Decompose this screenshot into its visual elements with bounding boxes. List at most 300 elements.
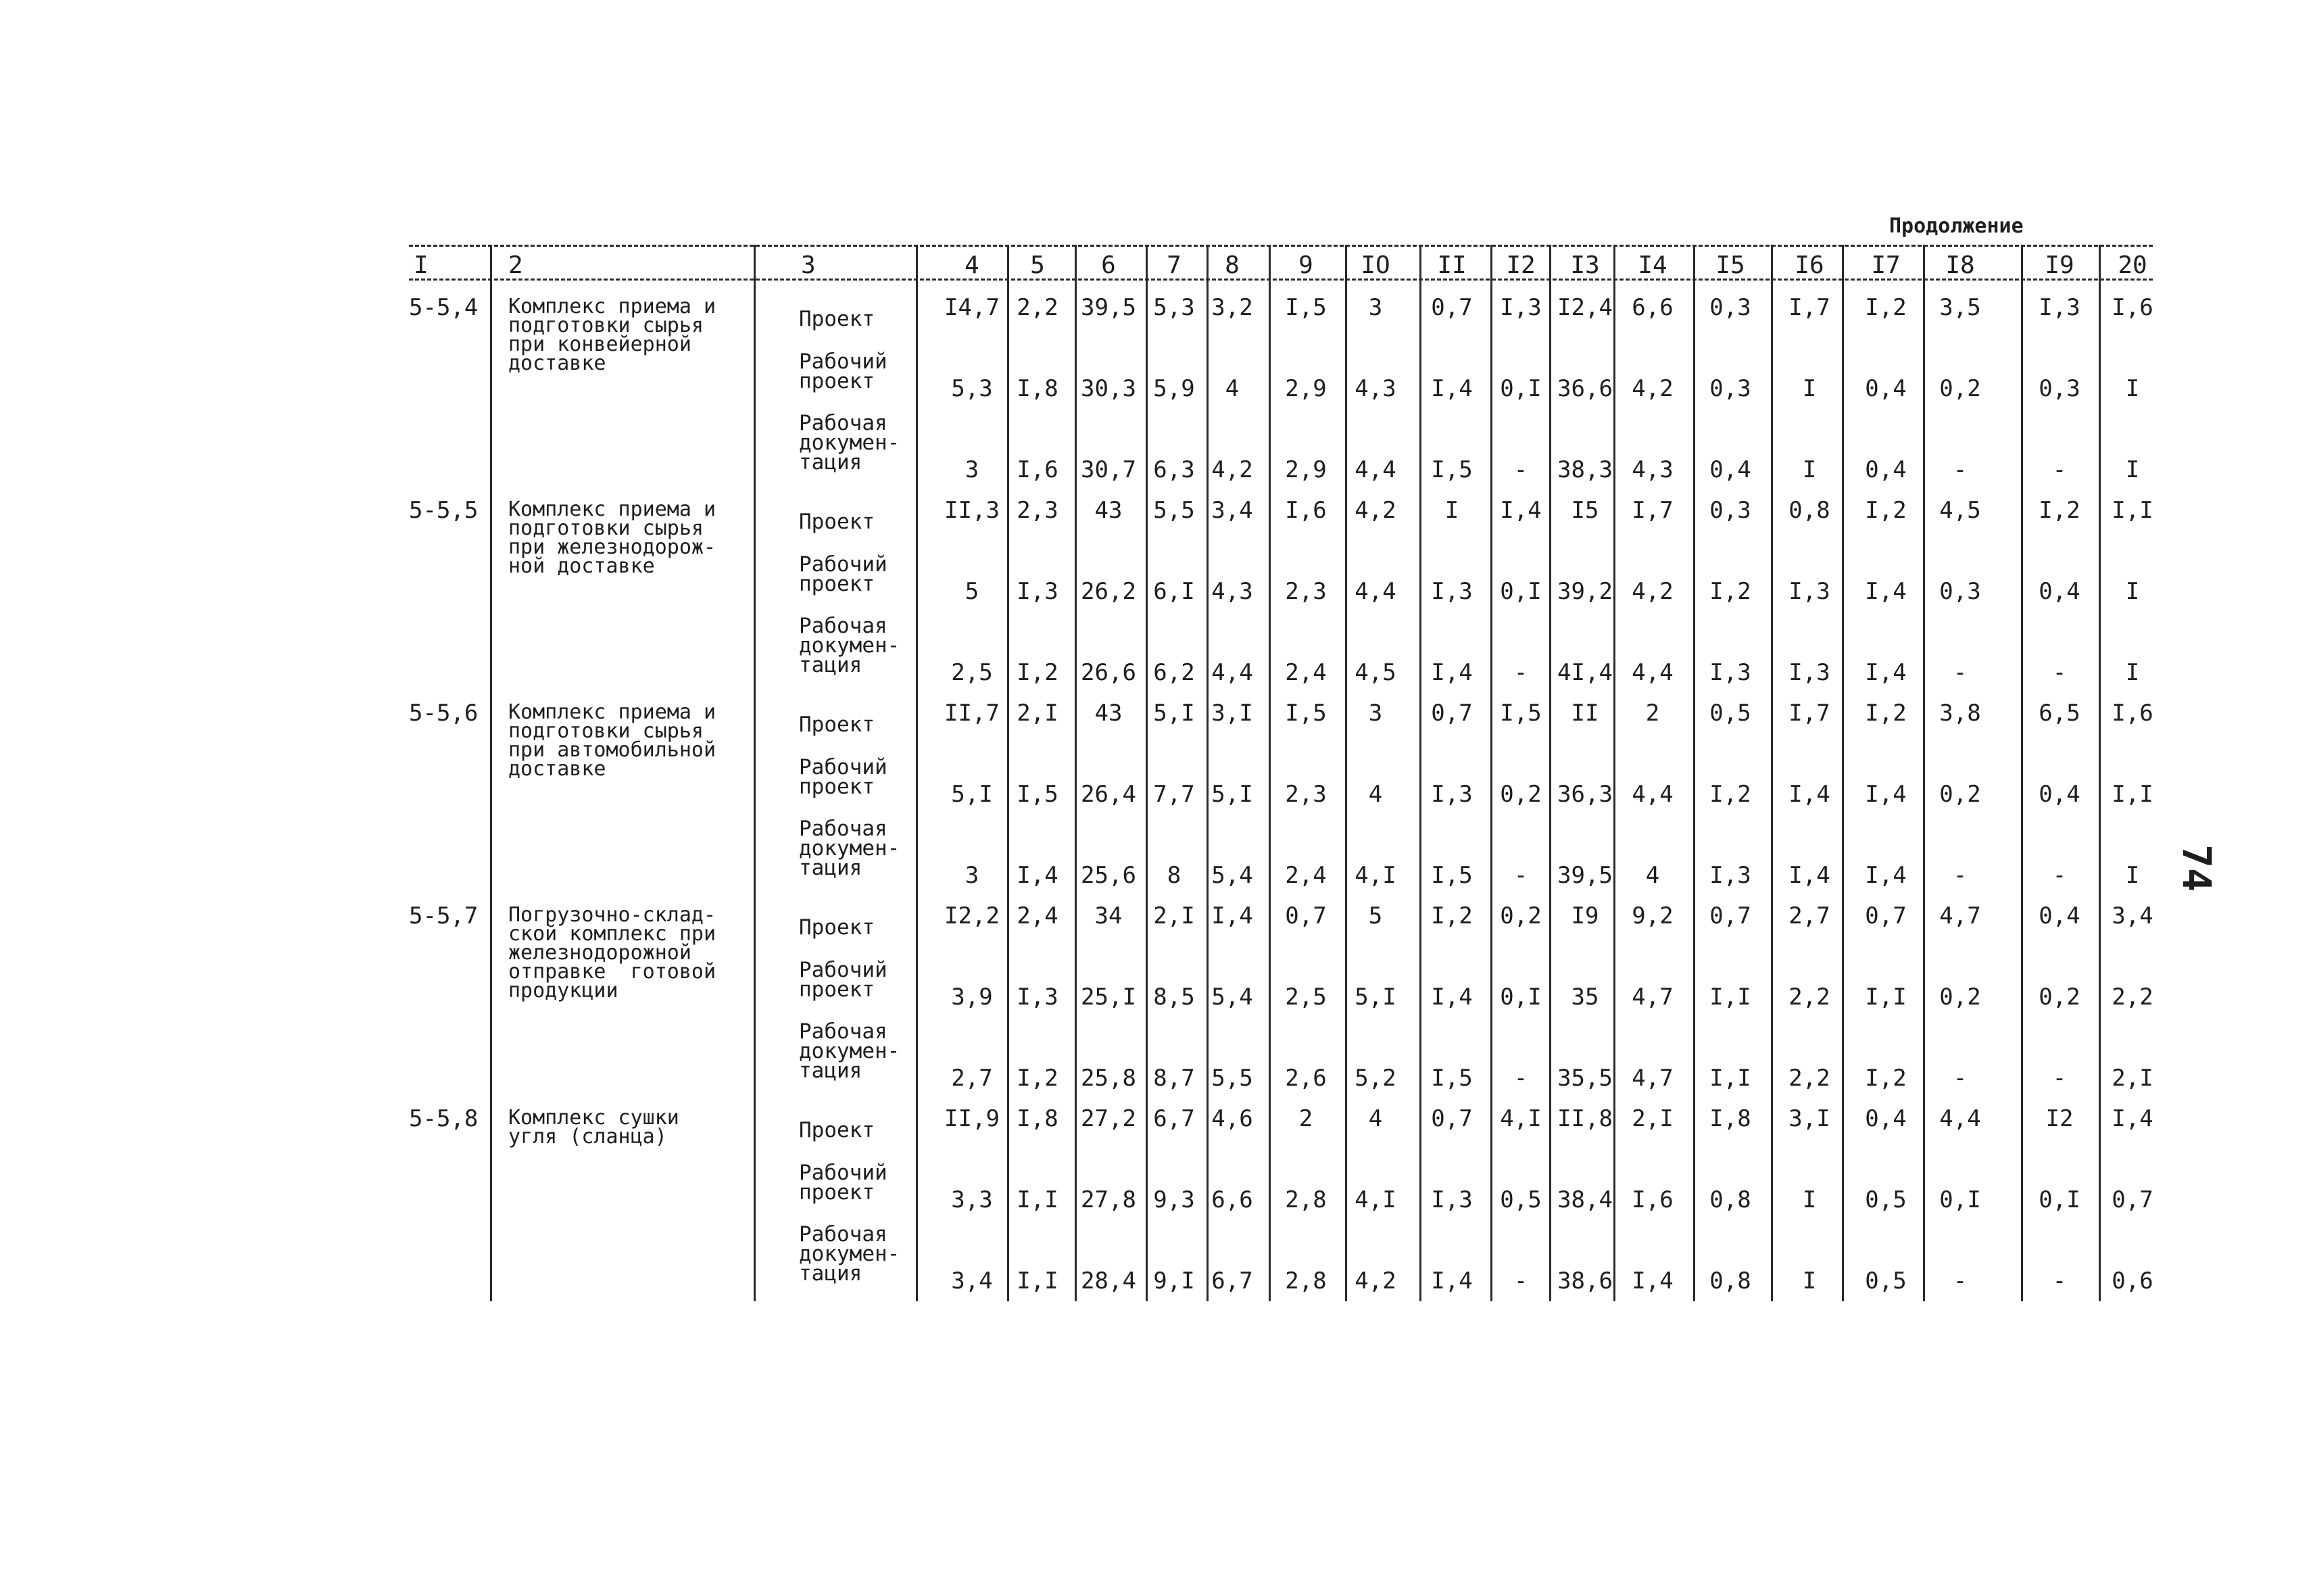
table-cell: 2,I <box>1632 1105 1674 1132</box>
table-cell: 0,4 <box>1865 456 1907 483</box>
column-rule <box>2099 245 2101 1301</box>
design-stage-label: Рабочая докумен- тация <box>799 411 900 475</box>
table-cell: 0,5 <box>1865 1186 1907 1213</box>
table-cell: II,7 <box>944 700 1000 727</box>
table-cell: 0,4 <box>2039 781 2080 808</box>
design-stage-label: Проект <box>799 307 875 331</box>
column-number: I2 <box>1506 251 1536 279</box>
table-cell: 3,I <box>1788 1105 1830 1132</box>
table-cell: I,2 <box>1431 902 1473 929</box>
design-stage-label: Рабочий проект <box>799 552 887 596</box>
table-cell: 5,3 <box>951 375 993 402</box>
table-cell: 6,2 <box>1153 659 1195 686</box>
table-cell: 0,3 <box>2039 375 2080 402</box>
table-cell: I,I <box>1709 1065 1751 1092</box>
table-cell: I <box>2125 578 2140 605</box>
table-cell: I,2 <box>1865 497 1907 524</box>
table-cell: 30,3 <box>1081 375 1136 402</box>
table-cell: 6,7 <box>1211 1267 1253 1295</box>
table-cell: I,2 <box>1017 1065 1058 1092</box>
table-cell: 0,5 <box>1865 1267 1907 1295</box>
table-cell: I <box>1802 375 1817 402</box>
table-cell: 0,4 <box>1709 456 1751 483</box>
table-cell: I,2 <box>1865 294 1907 321</box>
table-cell: 0,2 <box>1939 984 1981 1011</box>
table-cell: 5,3 <box>1153 294 1195 321</box>
table-cell: 0,7 <box>1865 902 1907 929</box>
column-number: I8 <box>1945 251 1975 279</box>
table-cell: 25,6 <box>1081 862 1136 889</box>
table-cell: 3,I <box>1211 700 1253 727</box>
table-cell: I <box>2125 456 2140 483</box>
table-cell: I2,2 <box>944 902 1000 929</box>
table-cell: 5 <box>965 578 979 605</box>
table-cell: 2,7 <box>1788 902 1830 929</box>
design-stage-label: Проект <box>799 712 875 737</box>
table-cell: 38,3 <box>1557 456 1613 483</box>
table-cell: I,4 <box>1788 781 1830 808</box>
table-cell: I,3 <box>1788 659 1830 686</box>
table-cell: - <box>1513 659 1528 686</box>
column-rule <box>1693 245 1695 1301</box>
table-cell: 0,5 <box>1709 700 1751 727</box>
table-cell: - <box>2052 862 2067 889</box>
table-cell: 0,3 <box>1709 375 1751 402</box>
table-cell: 4,I <box>1355 862 1396 889</box>
table-cell: 4,I <box>1500 1105 1542 1132</box>
table-cell: 8,7 <box>1153 1065 1195 1092</box>
table-cell: I,4 <box>1500 497 1542 524</box>
table-cell: 0,4 <box>2039 902 2080 929</box>
table-cell: I,6 <box>2112 700 2153 727</box>
table-cell: 4,4 <box>1632 659 1674 686</box>
table-cell: 5,9 <box>1153 375 1195 402</box>
table-cell: I,I <box>2112 781 2153 808</box>
table-cell: 2,7 <box>951 1065 993 1092</box>
table-cell: I,6 <box>1632 1186 1674 1213</box>
table-cell: I,4 <box>1865 781 1907 808</box>
table-cell: I <box>1802 1186 1817 1213</box>
table-cell: 7,7 <box>1153 781 1195 808</box>
table-cell: - <box>1513 1267 1528 1295</box>
table-cell: 4,I <box>1355 1186 1396 1213</box>
table-cell: 2,4 <box>1017 902 1058 929</box>
table-cell: 0,2 <box>1939 375 1981 402</box>
table-cell: 2,6 <box>1285 1065 1327 1092</box>
table-cell: 6,7 <box>1153 1105 1195 1132</box>
table-cell: I4,7 <box>944 294 1000 321</box>
table-cell: 9,2 <box>1632 902 1674 929</box>
table-cell: I2 <box>2045 1105 2074 1132</box>
table-cell: 6,3 <box>1153 456 1195 483</box>
table-cell: I <box>1802 456 1817 483</box>
table-cell: I,3 <box>1709 862 1751 889</box>
column-rule <box>1842 245 1844 1301</box>
page-number: 74 <box>2173 844 2220 892</box>
table-cell: I5 <box>1571 497 1599 524</box>
table-cell: 0,7 <box>1431 1105 1473 1132</box>
column-number: 7 <box>1167 251 1181 279</box>
table-cell: 38,4 <box>1557 1186 1613 1213</box>
table-cell: I,2 <box>2039 497 2080 524</box>
table-cell: 3,8 <box>1939 700 1981 727</box>
design-stage-label: Рабочий проект <box>799 755 887 799</box>
column-rule <box>1207 245 1209 1301</box>
design-stage-label: Рабочий проект <box>799 349 887 393</box>
table-cell: 0,I <box>2039 1186 2080 1213</box>
table-cell: 6,6 <box>1632 294 1674 321</box>
table-cell: - <box>1513 456 1528 483</box>
table-cell: 39,5 <box>1081 294 1136 321</box>
table-cell: I,2 <box>1709 781 1751 808</box>
table-cell: 2,4 <box>1285 862 1327 889</box>
design-stage-label: Проект <box>799 1118 875 1142</box>
column-number: 5 <box>1030 251 1045 279</box>
table-cell: 5,4 <box>1211 862 1253 889</box>
column-number: I4 <box>1638 251 1667 279</box>
table-cell: - <box>2052 1267 2067 1295</box>
column-number: IO <box>1361 251 1390 279</box>
object-code: 5-5,5 <box>409 497 479 524</box>
table-cell: 3 <box>965 456 979 483</box>
table-cell: I,6 <box>2112 294 2153 321</box>
table-cell: I,3 <box>1431 578 1473 605</box>
object-name: Комплекс приема и подготовки сырья при железнодорож- ной доставке <box>508 498 716 578</box>
table-cell: I,3 <box>1431 781 1473 808</box>
table-cell: I,5 <box>1431 456 1473 483</box>
table-cell: 43 <box>1094 700 1123 727</box>
table-cell: I,6 <box>1285 497 1327 524</box>
table-cell: 3,3 <box>951 1186 993 1213</box>
table-cell: II <box>1571 700 1599 727</box>
table-cell: I,4 <box>1431 659 1473 686</box>
column-rule <box>1007 245 1009 1301</box>
table-cell: I,2 <box>1865 1065 1907 1092</box>
table-cell: 0,7 <box>1285 902 1327 929</box>
table-cell: 0,7 <box>2112 1186 2153 1213</box>
table-cell: 0,3 <box>1939 578 1981 605</box>
continuation-title: Продолжение <box>1889 214 2024 238</box>
table-cell: 25,I <box>1081 984 1136 1011</box>
table-cell: - <box>2052 659 2067 686</box>
table-cell: - <box>1513 862 1528 889</box>
table-cell: 2,8 <box>1285 1186 1327 1213</box>
column-rule <box>916 245 918 1301</box>
table-cell: I,I <box>1865 984 1907 1011</box>
table-cell: 4,3 <box>1211 578 1253 605</box>
table-cell: 0,4 <box>2039 578 2080 605</box>
column-rule <box>1419 245 1421 1301</box>
table-cell: 0,3 <box>1709 294 1751 321</box>
column-rule <box>1490 245 1492 1301</box>
table-cell: I <box>2125 375 2140 402</box>
table-cell: I,3 <box>1017 984 1058 1011</box>
column-number: 6 <box>1101 251 1116 279</box>
table-cell: I,4 <box>1431 984 1473 1011</box>
table-cell: 27,8 <box>1081 1186 1136 1213</box>
table-cell: I,I <box>2112 497 2153 524</box>
table-cell: 8,5 <box>1153 984 1195 1011</box>
table-cell: 28,4 <box>1081 1267 1136 1295</box>
column-number: 9 <box>1298 251 1313 279</box>
table-cell: 2,4 <box>1285 659 1327 686</box>
column-rule <box>1146 245 1148 1301</box>
table-cell: 4,3 <box>1355 375 1396 402</box>
table-cell: 4 <box>1368 781 1383 808</box>
table-cell: 0,7 <box>1431 294 1473 321</box>
table-cell: I,4 <box>1865 659 1907 686</box>
table-cell: 2,I <box>1017 700 1058 727</box>
table-cell: 34 <box>1094 902 1123 929</box>
table-cell: I <box>1802 1267 1817 1295</box>
table-cell: 2,I <box>1153 902 1195 929</box>
table-cell: 9,I <box>1153 1267 1195 1295</box>
column-number: I <box>414 251 429 279</box>
table-cell: 3,4 <box>1211 497 1253 524</box>
table-cell: I,5 <box>1285 294 1327 321</box>
table-cell: I,8 <box>1017 375 1058 402</box>
table-cell: 2 <box>1298 1105 1313 1132</box>
table-cell: 35,5 <box>1557 1065 1613 1092</box>
table-cell: 0,7 <box>1431 700 1473 727</box>
table-cell: 0,2 <box>1500 781 1542 808</box>
table-cell: I,5 <box>1500 700 1542 727</box>
table-cell: I <box>1444 497 1459 524</box>
table-cell: 2,5 <box>1285 984 1327 1011</box>
column-rule <box>1345 245 1347 1301</box>
table-cell: 0,8 <box>1709 1267 1751 1295</box>
table-cell: 39,2 <box>1557 578 1613 605</box>
column-rule <box>1613 245 1615 1301</box>
table-cell: 3,2 <box>1211 294 1253 321</box>
table-cell: I,3 <box>1017 578 1058 605</box>
table-cell: 43 <box>1094 497 1123 524</box>
column-rule <box>1269 245 1271 1301</box>
table-cell: 4,4 <box>1211 659 1253 686</box>
table-cell: 0,2 <box>1500 902 1542 929</box>
object-code: 5-5,6 <box>409 700 479 727</box>
table-cell: I,I <box>1017 1186 1058 1213</box>
table-cell: I,3 <box>1431 1186 1473 1213</box>
table-cell: I,8 <box>1709 1105 1751 1132</box>
table-cell: 0,7 <box>1709 902 1751 929</box>
table-cell: 3 <box>965 862 979 889</box>
table-cell: 4,2 <box>1355 1267 1396 1295</box>
table-cell: 6,I <box>1153 578 1195 605</box>
table-cell: 4,6 <box>1211 1105 1253 1132</box>
table-cell: I2,4 <box>1557 294 1613 321</box>
table-cell: I,3 <box>2039 294 2080 321</box>
table-cell: 4,5 <box>1939 497 1981 524</box>
table-cell: 3 <box>1368 700 1383 727</box>
table-cell: 6,5 <box>2039 700 2080 727</box>
table-cell: 0,5 <box>1500 1186 1542 1213</box>
column-number: I9 <box>2045 251 2074 279</box>
table-cell: 0,8 <box>1788 497 1830 524</box>
table-cell: I,7 <box>1632 497 1674 524</box>
table-cell: II,8 <box>1557 1105 1613 1132</box>
table-cell: 5,4 <box>1211 984 1253 1011</box>
table-cell: 4 <box>1368 1105 1383 1132</box>
object-name: Комплекс приема и подготовки сырья при автомобильной доставке <box>508 700 716 781</box>
table-cell: 5 <box>1368 902 1383 929</box>
table-cell: 36,3 <box>1557 781 1613 808</box>
table-cell: 3,4 <box>951 1267 993 1295</box>
table-cell: 5,2 <box>1355 1065 1396 1092</box>
table-cell: II,3 <box>944 497 1000 524</box>
table-cell: 25,8 <box>1081 1065 1136 1092</box>
column-number: I5 <box>1715 251 1745 279</box>
table-cell: I,5 <box>1431 1065 1473 1092</box>
table-cell: - <box>1513 1065 1528 1092</box>
table-cell: 4 <box>1225 375 1240 402</box>
table-cell: 2,8 <box>1285 1267 1327 1295</box>
table-cell: I,4 <box>1211 902 1253 929</box>
table-cell: I,3 <box>1788 578 1830 605</box>
column-number: 20 <box>2118 251 2147 279</box>
table-cell: I,7 <box>1788 294 1830 321</box>
table-cell: 2,3 <box>1017 497 1058 524</box>
object-name: Погрузочно-склад- ской комплекс при железнодорожной отправке готовой продукции <box>508 903 716 1002</box>
table-cell: 35 <box>1571 984 1599 1011</box>
design-stage-label: Проект <box>799 915 875 940</box>
table-cell: 5,I <box>1153 700 1195 727</box>
design-stage-label: Рабочий проект <box>799 958 887 1002</box>
table-cell: 30,7 <box>1081 456 1136 483</box>
table-cell: I,4 <box>1431 375 1473 402</box>
column-number: II <box>1437 251 1467 279</box>
table-cell: 2,5 <box>951 659 993 686</box>
table-cell: II,9 <box>944 1105 1000 1132</box>
table-cell: 4,7 <box>1632 1065 1674 1092</box>
table-cell: 0,2 <box>1939 781 1981 808</box>
table-cell: I,3 <box>1709 659 1751 686</box>
design-stage-label: Рабочая докумен- тация <box>799 1222 900 1286</box>
table-cell: 4,7 <box>1939 902 1981 929</box>
table-cell: 0,4 <box>1865 1105 1907 1132</box>
table-cell: I,3 <box>1500 294 1542 321</box>
table-cell: 0,I <box>1500 578 1542 605</box>
column-number: 2 <box>508 251 523 279</box>
table-cell: I,I <box>1709 984 1751 1011</box>
table-cell: 2,2 <box>1788 1065 1830 1092</box>
table-cell: 3,4 <box>2112 902 2153 929</box>
table-cell: - <box>1953 456 1968 483</box>
column-rule <box>1923 245 1925 1301</box>
table-cell: I,4 <box>1632 1267 1674 1295</box>
table-cell: 5,I <box>951 781 993 808</box>
column-number: I7 <box>1871 251 1901 279</box>
design-stage-label: Рабочая докумен- тация <box>799 817 900 880</box>
column-rule <box>754 245 756 1301</box>
design-stage-label: Рабочая докумен- тация <box>799 1019 900 1083</box>
table-cell: I,4 <box>1431 1267 1473 1295</box>
design-stage-label: Рабочая докумен- тация <box>799 614 900 677</box>
table-cell: 5,5 <box>1153 497 1195 524</box>
column-number: 8 <box>1225 251 1240 279</box>
table-cell: I,8 <box>1017 1105 1058 1132</box>
table-cell: 26,6 <box>1081 659 1136 686</box>
table-cell: I,4 <box>2112 1105 2153 1132</box>
table-cell: I,4 <box>1788 862 1830 889</box>
table-cell: I,7 <box>1788 700 1830 727</box>
table-cell: 2 <box>1645 700 1660 727</box>
column-number: 4 <box>965 251 979 279</box>
table-cell: I,5 <box>1017 781 1058 808</box>
table-cell: I,2 <box>1017 659 1058 686</box>
table-cell: I <box>2125 862 2140 889</box>
table-cell: 4,5 <box>1355 659 1396 686</box>
table-cell: - <box>1953 659 1968 686</box>
table-cell: I9 <box>1571 902 1599 929</box>
table-cell: I,4 <box>1865 578 1907 605</box>
object-code: 5-5,7 <box>409 902 479 929</box>
table-cell: 26,2 <box>1081 578 1136 605</box>
table-cell: 0,I <box>1500 984 1542 1011</box>
table-cell: 39,5 <box>1557 862 1613 889</box>
table-cell: 3,5 <box>1939 294 1981 321</box>
table-cell: - <box>1953 1065 1968 1092</box>
design-stage-label: Рабочий проект <box>799 1161 887 1205</box>
table-cell: 2,9 <box>1285 375 1327 402</box>
table-cell: 5,I <box>1355 984 1396 1011</box>
table-cell: 4,4 <box>1632 781 1674 808</box>
table-cell: 6,6 <box>1211 1186 1253 1213</box>
column-rule <box>2021 245 2023 1301</box>
table-cell: 2,2 <box>1017 294 1058 321</box>
table-cell: - <box>2052 1065 2067 1092</box>
column-rule <box>1075 245 1077 1301</box>
column-rule <box>1771 245 1773 1301</box>
table-cell: I,2 <box>1709 578 1751 605</box>
table-cell: 0,6 <box>2112 1267 2153 1295</box>
object-name: Комплекс сушки угля (сланца) <box>508 1106 679 1148</box>
table-cell: I,4 <box>1865 862 1907 889</box>
table-cell: 4,7 <box>1632 984 1674 1011</box>
table-cell: I,4 <box>1017 862 1058 889</box>
column-number: 3 <box>801 251 816 279</box>
column-number: I3 <box>1570 251 1600 279</box>
table-cell: I,5 <box>1285 700 1327 727</box>
table-cell: 38,6 <box>1557 1267 1613 1295</box>
table-cell: 0,4 <box>1865 375 1907 402</box>
table-cell: 26,4 <box>1081 781 1136 808</box>
table-cell: 4 <box>1645 862 1660 889</box>
table-cell: 0,3 <box>1709 497 1751 524</box>
table-cell: 3 <box>1368 294 1383 321</box>
table-cell: 2,2 <box>2112 984 2153 1011</box>
table-cell: 0,8 <box>1709 1186 1751 1213</box>
table-cell: 2,3 <box>1285 781 1327 808</box>
table-cell: 4,2 <box>1632 375 1674 402</box>
column-rule <box>490 245 492 1301</box>
object-name: Комплекс приема и подготовки сырья при конвейерной доставке <box>508 295 716 375</box>
table-cell: 4,4 <box>1355 578 1396 605</box>
table-cell: - <box>1953 862 1968 889</box>
design-stage-label: Проект <box>799 510 875 534</box>
table-cell: 3,9 <box>951 984 993 1011</box>
column-number: I6 <box>1795 251 1824 279</box>
table-cell: 4,2 <box>1632 578 1674 605</box>
table-cell: I,6 <box>1017 456 1058 483</box>
table-cell: 5,5 <box>1211 1065 1253 1092</box>
table-cell: 4,4 <box>1939 1105 1981 1132</box>
table-cell: 2,I <box>2112 1065 2153 1092</box>
table-cell: 9,3 <box>1153 1186 1195 1213</box>
table-cell: I,2 <box>1865 700 1907 727</box>
table-cell: 0,I <box>1500 375 1542 402</box>
table-cell: 4,2 <box>1211 456 1253 483</box>
